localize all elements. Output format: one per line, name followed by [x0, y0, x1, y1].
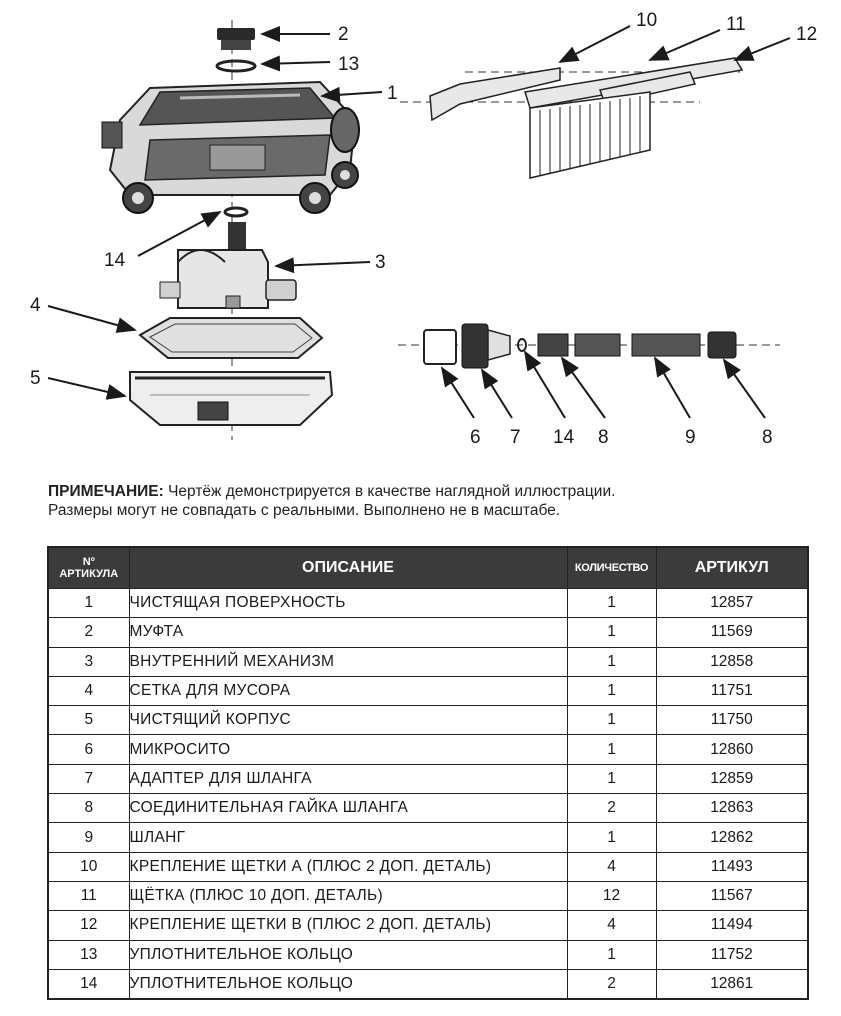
- table-row: [48, 618, 808, 647]
- cell-description: СОЕДИНИТЕЛЬНАЯ ГАЙКА ШЛАНГА: [129, 794, 567, 823]
- note-line-2: Размеры могут не совпадать с реальными. Выполнено не в масштабе.: [48, 502, 561, 519]
- cell-description: ВНУТРЕННИЙ МЕХАНИЗМ: [129, 647, 567, 676]
- note-line-1: Чертёж демонстрируется в качестве наглядной иллюстрации.: [163, 483, 616, 500]
- callout-14a: 14: [104, 250, 126, 271]
- callout-11: 11: [726, 14, 746, 35]
- cell-item-number: 7: [48, 764, 129, 793]
- cell-item-number: 13: [48, 940, 129, 969]
- parts-table: [47, 546, 809, 1000]
- callout-3: 3: [375, 252, 386, 273]
- callout-2: 2: [338, 24, 349, 45]
- callout-9: 9: [685, 427, 696, 448]
- callout-6: 6: [470, 427, 481, 448]
- table-row: [48, 735, 808, 764]
- cell-article: 11751: [656, 676, 808, 705]
- callout-7: 7: [510, 427, 521, 448]
- o-ring-part: [225, 208, 247, 216]
- cell-quantity: 1: [567, 706, 656, 735]
- table-row: [48, 676, 808, 705]
- parts-table-header: [48, 547, 808, 589]
- cell-article: 11494: [656, 911, 808, 940]
- callout-4: 4: [30, 295, 41, 316]
- header-quantity: КОЛИЧЕСТВО: [567, 547, 656, 589]
- brush-assembly-part: [400, 58, 742, 178]
- cell-article: 12857: [656, 589, 808, 618]
- table-row: [48, 589, 808, 618]
- cell-quantity: 1: [567, 676, 656, 705]
- cell-item-number: 4: [48, 676, 129, 705]
- table-row: [48, 706, 808, 735]
- cell-description: КРЕПЛЕНИЕ ЩЕТКИ А (ПЛЮС 2 ДОП. ДЕТАЛЬ): [129, 852, 567, 881]
- cell-quantity: 1: [567, 589, 656, 618]
- callout-10: 10: [636, 10, 658, 31]
- cell-quantity: 1: [567, 764, 656, 793]
- cell-item-number: 10: [48, 852, 129, 881]
- cell-article: 11567: [656, 881, 808, 910]
- cell-item-number: 12: [48, 911, 129, 940]
- cell-description: УПЛОТНИТЕЛЬНОЕ КОЛЬЦО: [129, 969, 567, 999]
- cell-quantity: 1: [567, 735, 656, 764]
- callout-1: 1: [387, 83, 398, 104]
- table-row: [48, 969, 808, 999]
- hose-assembly-part: [398, 324, 780, 368]
- cell-item-number: 5: [48, 706, 129, 735]
- cell-quantity: 1: [567, 647, 656, 676]
- cell-description: КРЕПЛЕНИЕ ЩЕТКИ В (ПЛЮС 2 ДОП. ДЕТАЛЬ): [129, 911, 567, 940]
- callout-5: 5: [30, 368, 41, 389]
- cell-article: 11569: [656, 618, 808, 647]
- cell-article: 11493: [656, 852, 808, 881]
- cell-article: 12862: [656, 823, 808, 852]
- cell-article: 12861: [656, 969, 808, 999]
- cell-article: 11752: [656, 940, 808, 969]
- cell-quantity: 1: [567, 823, 656, 852]
- cell-item-number: 6: [48, 735, 129, 764]
- cell-article: 11750: [656, 706, 808, 735]
- cell-item-number: 11: [48, 881, 129, 910]
- cell-article: 12860: [656, 735, 808, 764]
- note-label: ПРИМЕЧАНИЕ:: [48, 483, 164, 500]
- cell-description: СЕТКА ДЛЯ МУСОРА: [129, 676, 567, 705]
- inner-mechanism-part: [160, 222, 296, 308]
- cell-article: 12863: [656, 794, 808, 823]
- cell-description: УПЛОТНИТЕЛЬНОЕ КОЛЬЦО: [129, 940, 567, 969]
- cell-description: МИКРОСИТО: [129, 735, 567, 764]
- cell-quantity: 4: [567, 911, 656, 940]
- cell-description: ШЛАНГ: [129, 823, 567, 852]
- cleaner-top-part: [102, 82, 359, 213]
- cell-item-number: 2: [48, 618, 129, 647]
- header-description: ОПИСАНИЕ: [129, 547, 567, 589]
- cell-quantity: 4: [567, 852, 656, 881]
- exploded-parts-diagram: [0, 0, 841, 470]
- cell-article: 12858: [656, 647, 808, 676]
- cell-description: ЧИСТЯЩАЯ ПОВЕРХНОСТЬ: [129, 589, 567, 618]
- callout-13: 13: [338, 54, 360, 75]
- cell-description: МУФТА: [129, 618, 567, 647]
- debris-screen-part: [140, 318, 322, 358]
- table-row: [48, 764, 808, 793]
- drawing-note: [48, 482, 808, 520]
- cell-quantity: 2: [567, 794, 656, 823]
- cell-quantity: 1: [567, 940, 656, 969]
- cell-description: АДАПТЕР ДЛЯ ШЛАНГА: [129, 764, 567, 793]
- cell-item-number: 1: [48, 589, 129, 618]
- cell-description: ЩЁТКА (ПЛЮС 10 ДОП. ДЕТАЛЬ): [129, 881, 567, 910]
- cleaner-body-part: [130, 372, 332, 425]
- callout-12: 12: [796, 24, 818, 45]
- callout-8b: 8: [762, 427, 773, 448]
- cell-quantity: 1: [567, 618, 656, 647]
- table-row: [48, 881, 808, 910]
- cell-item-number: 3: [48, 647, 129, 676]
- callout-8a: 8: [598, 427, 609, 448]
- cell-item-number: 9: [48, 823, 129, 852]
- table-row: [48, 911, 808, 940]
- header-article: АРТИКУЛ: [656, 547, 808, 589]
- seal-ring-part: [217, 61, 255, 71]
- header-item-number: Nº АРТИКУЛА: [48, 547, 129, 589]
- cell-article: 12859: [656, 764, 808, 793]
- table-row: [48, 940, 808, 969]
- coupling-part: [217, 28, 255, 50]
- cell-quantity: 12: [567, 881, 656, 910]
- cell-item-number: 14: [48, 969, 129, 999]
- table-row: [48, 794, 808, 823]
- table-row: [48, 852, 808, 881]
- cell-item-number: 8: [48, 794, 129, 823]
- cell-description: ЧИСТЯЩИЙ КОРПУС: [129, 706, 567, 735]
- cell-quantity: 2: [567, 969, 656, 999]
- callout-14b: 14: [553, 427, 575, 448]
- table-row: [48, 647, 808, 676]
- table-row: [48, 823, 808, 852]
